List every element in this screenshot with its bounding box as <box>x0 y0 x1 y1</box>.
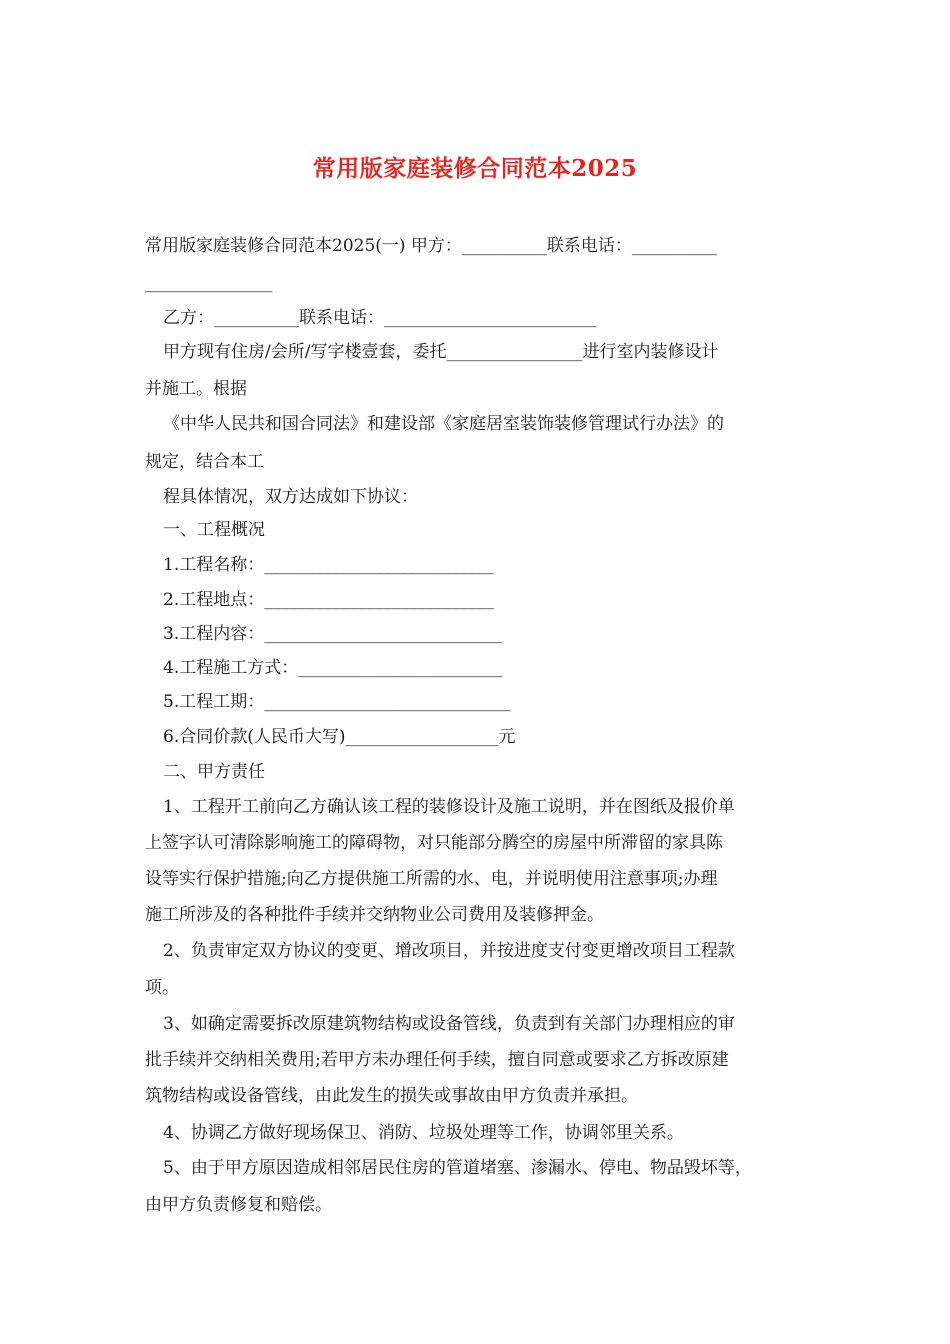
project-field: 4.工程施工方式：________________________ <box>163 658 503 678</box>
paragraph-line: 4、协调乙方做好现场保卫、消防、垃圾处理等工作，协调邻里关系。 <box>163 1123 684 1143</box>
party-b-line: 乙方：__________联系电话：_________________________ <box>163 308 597 328</box>
paragraph-line: 由甲方负责修复和赔偿。 <box>145 1195 332 1215</box>
project-field: 3.工程内容：____________________________ <box>163 624 503 644</box>
project-field: 1.工程名称：___________________________ <box>163 555 494 575</box>
project-field: 6.合同价款(人民币大写)__________________元 <box>163 727 516 747</box>
paragraph-line: 《中华人民共和国合同法》和建设部《家庭居室装饰装修管理试行办法》的 <box>163 414 724 434</box>
intro-line-continued: _______________ <box>145 273 273 293</box>
paragraph-line: 施工所涉及的各种批件手续并交纳物业公司费用及装修押金。 <box>145 905 604 925</box>
paragraph-line: 设等实行保护措施;向乙方提供施工所需的水、电，并说明使用注意事项;办理 <box>145 869 718 889</box>
project-field: 5.工程工期：_____________________________ <box>163 692 511 712</box>
paragraph-line: 2、负责审定双方协议的变更、增改项目，并按进度支付变更增改项目工程款 <box>163 941 735 961</box>
paragraph-line: 甲方现有住房/会所/写字楼壹套，委托________________进行室内装修设计 <box>163 342 719 362</box>
intro-line: 常用版家庭装修合同范本2025(一) 甲方：__________联系电话：__________ <box>145 236 717 256</box>
document-title: 常用版家庭装修合同范本2025 <box>312 155 638 182</box>
paragraph-line: 5、由于甲方原因造成相邻居民住房的管道堵塞、渗漏水、停电、物品毁坏等， <box>163 1158 752 1178</box>
section-heading: 一、工程概况 <box>163 520 265 540</box>
paragraph-line: 3、如确定需要拆改原建筑物结构或设备管线，负责到有关部门办理相应的审 <box>163 1014 735 1034</box>
paragraph-line: 程具体情况，双方达成如下协议： <box>163 487 418 507</box>
paragraph-line: 并施工。根据 <box>145 379 247 399</box>
paragraph-line: 上签字认可清除影响施工的障碍物，对只能部分腾空的房屋中所滞留的家具陈 <box>145 833 723 853</box>
project-field: 2.工程地点：___________________________ <box>163 590 494 610</box>
paragraph-line: 筑物结构或设备管线，由此发生的损失或事故由甲方负责并承担。 <box>145 1086 638 1106</box>
section-heading: 二、甲方责任 <box>163 762 265 782</box>
paragraph-line: 批手续并交纳相关费用;若甲方未办理任何手续，擅自同意或要求乙方拆改原建 <box>145 1050 729 1070</box>
paragraph-line: 项。 <box>145 978 179 998</box>
paragraph-line: 1、工程开工前向乙方确认该工程的装修设计及施工说明，并在图纸及报价单 <box>163 797 735 817</box>
paragraph-line: 规定，结合本工 <box>145 452 264 472</box>
